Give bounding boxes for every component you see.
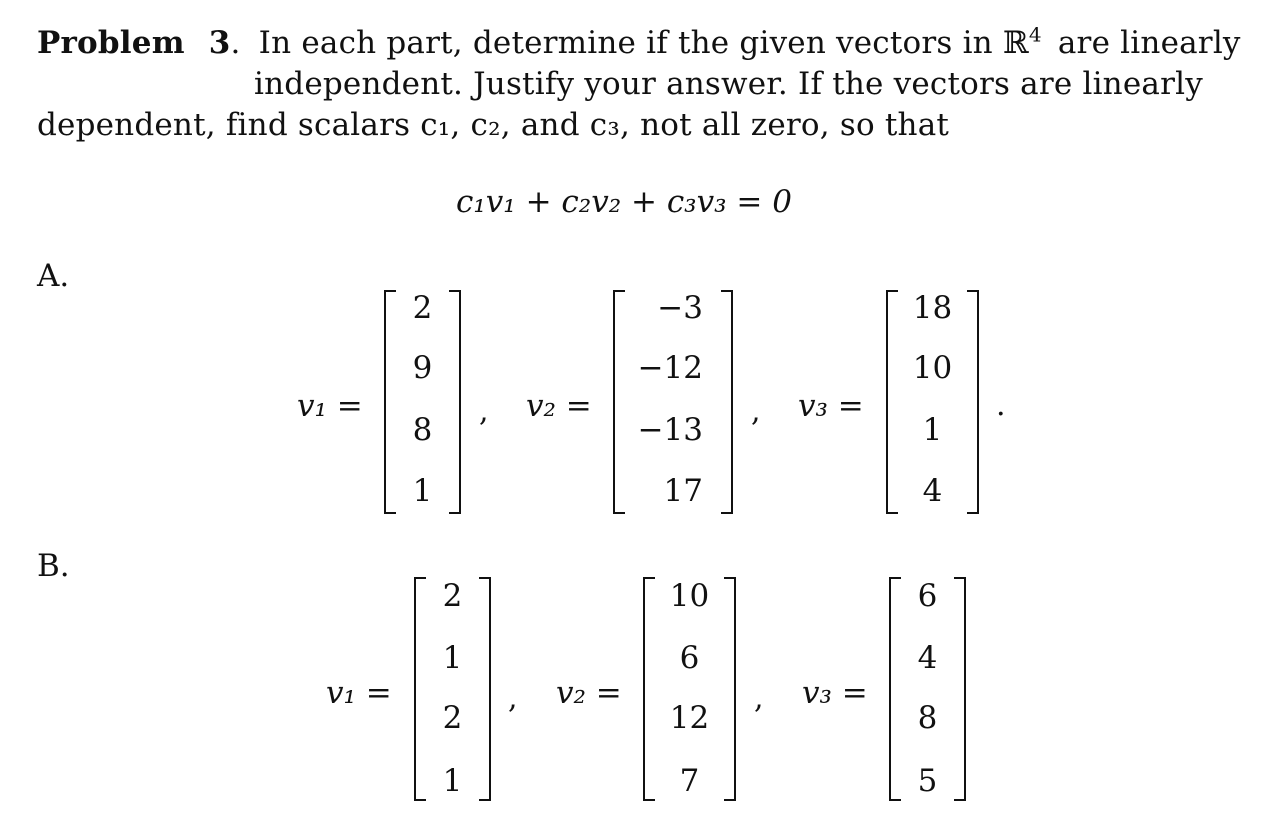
problem-line1-end: are linearly (1057, 25, 1241, 61)
problem-line1-exponent: 4 (1028, 22, 1042, 47)
matrix-entry: −12 (637, 350, 703, 386)
matrix-entry: 6 (679, 640, 700, 676)
problem-heading: Problem 3. In each part, determine if the given vectors in ℝ$^4$ are linearly (37, 22, 1241, 61)
comma: , (754, 681, 764, 716)
matrix-entry: 10 (669, 578, 710, 614)
matrix-entry: 10 (912, 350, 953, 386)
problem-line3: dependent, find scalars c₁, c₂, and c₃, not all zero, so that (37, 107, 950, 143)
part-b-label: B. (37, 548, 70, 584)
matrix-entry: 2 (442, 578, 463, 614)
matrix-entry: 1 (442, 763, 463, 799)
comma: , (508, 681, 518, 716)
matrix-entry: 8 (412, 412, 433, 448)
matrix-entry: 4 (917, 640, 938, 676)
matrix-entry: 2 (442, 700, 463, 736)
matrix-entry: 2 (412, 290, 433, 326)
problem-label: Problem (37, 25, 185, 61)
matrix-entry: 17 (663, 473, 703, 509)
matrix-entry: 4 (922, 473, 943, 509)
matrix-entry: 1 (412, 473, 433, 509)
part-a-v2-matrix (613, 290, 733, 514)
part-b-v2-matrix (643, 577, 736, 801)
matrix-entry: 18 (912, 290, 953, 326)
problem-number: 3 (208, 25, 231, 61)
right-bracket (721, 290, 733, 514)
matrix-entry: 6 (917, 578, 938, 614)
matrix-entry: 1 (442, 640, 463, 676)
part-b-v1-matrix (414, 577, 491, 801)
matrix-entry: 8 (917, 700, 938, 736)
matrix-entry: 12 (669, 700, 710, 736)
matrix-entry: −3 (657, 290, 703, 326)
matrix-entry: 9 (412, 350, 433, 386)
part-a-v3-matrix (886, 290, 979, 514)
comma: , (479, 394, 489, 429)
period: . (996, 388, 1006, 423)
part-b-v1-label: v₁ = (326, 675, 392, 711)
part-a-v2-label: v₂ = (526, 388, 592, 424)
problem-line2: independent. Justify your answer. If the vectors are linearly (254, 66, 1203, 102)
part-b-v3-label: v₃ = (802, 675, 868, 711)
comma: , (751, 394, 761, 429)
matrix-entry: 7 (679, 763, 700, 799)
part-b-v3-matrix (889, 577, 966, 801)
part-b-v2-label: v₂ = (556, 675, 622, 711)
part-a-v1-label: v₁ = (297, 388, 363, 424)
matrix-entry: 5 (917, 763, 938, 799)
linear-combination-equation: c₁v₁ + c₂v₂ + c₃v₃ = 0 (456, 184, 792, 220)
part-a-v1-matrix (384, 290, 461, 514)
matrix-entry: −13 (637, 412, 703, 448)
problem-line1: In each part, determine if the given vectors in ℝ (258, 25, 1029, 61)
part-a-v3-label: v₃ = (798, 388, 864, 424)
part-a-label: A. (37, 258, 70, 294)
matrix-entry: 1 (922, 412, 943, 448)
